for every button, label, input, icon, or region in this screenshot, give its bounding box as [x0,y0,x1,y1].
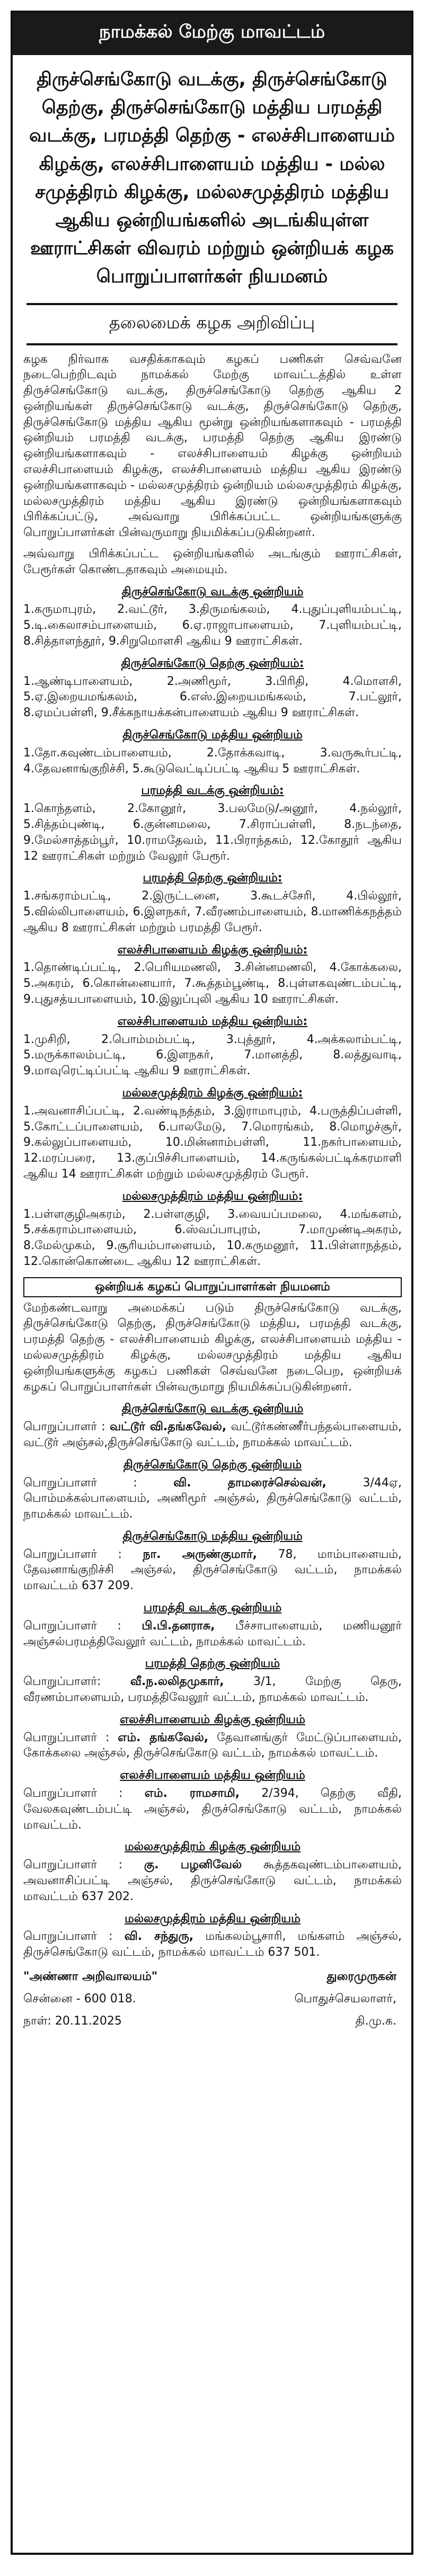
panchayat-text: 1.முசிறி, 2.பொம்மம்பட்டி, 3.புத்தூர், 4.அக்கலாம்பட்டி, 5.மருக்காலம்பட்டி, 6.இளநகர், 7.மானத்தி, 8.லத்துவாடி, 9.மாவுரெட்டிப்பட்டி ஆகிய 9 ஊராட்சிகள். [23,1032,402,1078]
union-heading: திருச்செங்கோடு வடக்கு ஒன்றியம் [121,585,304,599]
union-heading: எலச்சிபாளையம் மத்திய ஒன்றியம்: [117,1014,308,1028]
notice-subtitle: தலைமைக் கழக அறிவிப்பு [26,305,398,345]
district-banner: நாமக்கல் மேற்கு மாவட்டம் [13,13,411,55]
party-name: தி.மு.க. [355,2014,396,2028]
union-heading: மல்லசமுத்திரம் மத்திய ஒன்றியம்: [122,1189,303,1203]
notice-page [11,11,413,2555]
appointment-entry: பொறுப்பாளர் : வட்டூர் வி.தங்கவேல், வட்டூர்கண்ணீர்பந்தல்பாளையம், வட்டூர் அஞ்சல்,திருச்செங்கோடு வட்டம், நாமக்கல் மாவட்டம். [23,1420,402,1449]
union-heading: பரமத்தி தெற்கு ஒன்றியம்: [143,871,282,885]
appointment-entry: பொறுப்பாளர் : வி. தாமரைச்செல்வன், 3/44ஏ, பொம்மக்கல்பாளையம், அணிமூர் அஞ்சல், திருச்செங்கோடு வட்டம், நாமக்கல் மாவட்டம். [23,1476,402,1521]
notice-body [13,350,411,2029]
appointment-entry: பொறுப்பாளர் : எம். தங்கவேல், தேவானங்குர் மேட்டுப்பாளையம், கோக்கலை அஞ்சல், திருச்செங்கோடு வட்டம், நாமக்கல் மாவட்டம். [23,1731,402,1760]
union-heading: மல்லசமுத்திரம் கிழக்கு ஒன்றியம்: [122,1086,303,1100]
appointments-intro: மேற்கண்டவாறு அமைக்கப் படும் திருச்செங்கோடு வடக்கு, திருச்செங்கோடு தெற்கு, திருச்செங்கோடு மத்திய, பரமத்தி வடக்கு, பரமத்தி தெற்கு - எலச்சிபாளையம் கிழக்கு, எலச்சிபாளையம் மத்திய - மல்லசமுத்திரம் கிழக்கு, மல்லசமுத்திரம் மத்திய ஆகிய ஒன்றியங்களுக்கு கழகப் பணிகள் செவ்வனே நடைபெற, ஒன்றியக் கழகப் பொறுப்பாளர்கள் பின்வருமாறு நியமிக்கப்படுகின்றனர். [23,1301,402,1394]
signatory-designation: பொதுச்செயலாளர், [294,1992,396,2005]
union-heading: திருச்செங்கோடு மத்திய ஒன்றியம் [122,728,303,742]
appointment-entry: பொறுப்பாளர் : கு. பழனிவேல் கூத்தகவுண்டம்பாளையம், அவனாசிப்பட்டி அஞ்சல், திருச்செங்கோடு வட்டம், நாமக்கல் மாவட்டம் 637 202. [23,1858,402,1903]
panchayat-text: 1.கொந்தளம், 2.கோனூர், 3.பலமேடு/அனூர், 4.நல்லூர், 5.சித்தம்புண்டி, 6.குன்னமலை, 7.சிராப்பள்ளி, 8.நடந்தை, 9.மேல்சாத்தம்பூர், 10.ராமதேவம், 11.பிராந்தகம், 12.கோதூர் ஆகிய 12 ஊராட்சிகள் மற்றும் வேலூர் பேரூர். [23,802,402,863]
appointments-heading: ஒன்றியக் கழகப் பொறுப்பாளர்கள் நியமனம் [23,1277,402,1297]
panchayat-text: 1.கருமாபுரம், 2.வட்டூர், 3.திருமங்கலம், 4.புதுப்புளியம்பட்டி, 5.டி.கைலாசம்பாளையம், 6.ஏ.ராஜாபாளையம், 7.புளியம்பட்டி, 8.சித்தாளந்தூர், 9.சிறுமொளசி ஆகிய 9 ஊராட்சிகள். [23,603,402,648]
panchayat-list [23,584,402,1270]
appointment-entry: பொறுப்பாளர் : எம். ராமசாமி, 2/394, தெற்கு வீதி, வேலகவுண்டம்பட்டி அஞ்சல், திருச்செங்கோடு வட்டம், நாமக்கல் மாவட்டம். [23,1787,402,1832]
union-heading: மல்லசமுத்திரம் மத்திய ஒன்றியம் [125,1912,301,1926]
panchayat-text: 1.ஆண்டிபாளையம், 2.அணிமூர், 3.பிரிதி, 4.மொளசி, 5.ஏ.இறையமங்கலம், 6.எஸ்.இறையமங்கலம், 7.பட்லூர், 8.ஏமப்பள்ளி, 9.சீக்கநாயக்கன்பாளையம் ஆகிய 9 ஊராட்சிகள். [23,674,402,720]
signature-block [23,1969,402,2029]
panchayat-text: 1.தோ.கவுண்டம்பாளையம், 2.தோக்கவாடி, 3.வருகூர்பட்டி, 4.தேவனாங்குறிச்சி, 5.கூடுவெட்டிப்பட்டி ஆகிய 5 ஊராட்சிகள். [23,746,402,776]
appointment-list [23,1401,402,1960]
appointment-entry: பொறுப்பாளர்: வீ.ந.லலிதமுகார், 3/1, மேற்கு தெரு, வீரணம்பாளையம், பரமத்திவேலூர் வட்டம், நாமக்கல் மாவட்டம். [23,1675,402,1705]
union-heading: பரமத்தி வடக்கு ஒன்றியம்: [141,784,284,798]
union-heading: பரமத்தி வடக்கு ஒன்றியம் [143,1601,282,1615]
appointment-entry: பொறுப்பாளர் : நா. அருண்குமார், 78, மாம்பாளையம், தேவனாங்குறிச்சி அஞ்சல், திருச்செங்கோடு வட்டம், நாமக்கல் மாவட்டம் 637 209. [23,1547,402,1593]
notice-date: நாள்: 20.11.2025 [23,2014,122,2028]
union-heading: திருச்செங்கோடு தெற்கு ஒன்றியம் [123,1458,302,1472]
intro-paragraph: கழக நிர்வாக வசதிக்காகவும் கழகப் பணிகள் செவ்வனே நடைபெற்றிடவும் நாமக்கல் மேற்கு மாவட்டத்தில் உள்ள திருச்செங்கோடு வடக்கு, திருச்செங்கோடு தெற்கு ஆகிய 2 ஒன்றியங்கள் திருச்செங்கோடு வடக்கு, திருச்செங்கோடு தெற்கு, திருச்செங்கோடு மத்திய ஆகிய மூன்று ஒன்றியங்களாகவும் - பரமத்தி ஒன்றியம் பரமத்தி வடக்கு, பரமத்தி தெற்கு ஆகிய இரண்டு ஒன்றியங்களாகவும் - எலச்சிபாளையம் கிழக்கு ஒன்றியம் எலச்சிபாளையம் கிழக்கு, எலச்சிபாளையம் மத்திய ஆகிய இரண்டு ஒன்றியங்களாகவும் - மல்லசமுத்திரம் ஒன்றியம் மல்லசமுத்திரம் கிழக்கு, மல்லசமுத்திரம் மத்திய ஆகிய இரண்டு ஒன்றியங்களாகவும் பிரிக்கப்பட்டு, அவ்வாறு பிரிக்கப்பட்ட ஒன்றியங்களுக்கு பொறுப்பாளர்கள் பின்வருமாறு நியமிக்கப்படுகின்றனர். [23,352,402,540]
appointment-entry: பொறுப்பாளர் : பி.பி.தனராசு, பீச்சாபாளையம், மணியனூர் அஞ்சல்பரமத்திவேலூர் வட்டம், நாமக்கல் மாவட்டம். [23,1619,402,1648]
signatory-name: துரைமுருகன் [326,1970,396,1984]
union-heading: எலச்சிபாளையம் கிழக்கு ஒன்றியம் [120,1713,305,1726]
union-heading: திருச்செங்கோடு வடக்கு ஒன்றியம் [121,1402,304,1416]
union-heading: எலச்சிபாளையம் கிழக்கு ஒன்றியம்: [117,943,308,957]
union-heading: பரமத்தி தெற்கு ஒன்றியம் [145,1657,280,1671]
panchayat-text: 1.பள்ளகுழிஅகரம், 2.பள்ளகுழி, 3.வையப்பமலை, 4.மங்களம், 5.சக்கராம்பாளையம், 6.ஸ்வப்பாபுரம், 7.மாமுண்டிஅகரம், 8.மேல்முகம், 9.சூரியம்பாளையம், 10.கருமனூர், 11.பிள்ளாநத்தம், 12.கொன்கொண்டை ஆகிய 12 ஊராட்சிகள். [23,1207,402,1268]
intro-paragraph-2: அவ்வாறு பிரிக்கப்பட்ட ஒன்றியங்களில் அடங்கும் ஊராட்சிகள், பேரூர்கள் கொண்டதாகவும் அமையும். [23,547,402,576]
union-heading: திருச்செங்கோடு தெற்கு ஒன்றியம்: [121,656,304,670]
office-name: "அண்ணா அறிவாலயம்" [23,1970,158,1984]
notice-headline: திருச்செங்கோடு வடக்கு, திருச்செங்கோடு தெற்கு, திருச்செங்கோடு மத்திய பரமத்தி வடக்கு, பரமத்தி தெற்கு - எலச்சிபாளையம் கிழக்கு, எலச்சிபாளையம் மத்திய - மல்ல சமுத்திரம் கிழக்கு, மல்லசமுத்திரம் மத்திய ஆகிய ஒன்றியங்களில் அடங்கியுள்ள ஊராட்சிகள் விவரம் மற்றும் ஒன்றியக் கழக பொறுப்பாளர்கள் நியமனம் [29,69,395,288]
office-place: சென்னை - 600 018. [23,1992,136,2005]
union-heading: எலச்சிபாளையம் மத்திய ஒன்றியம் [120,1769,305,1782]
panchayat-text: 1.சங்கராம்பட்டி, 2.இருட்டனை, 3.கூடச்சேரி, 4.பில்லூர், 5.வில்லிபாளையம், 6.இளநகர், 7.வீரணம்பாளையம், 8.மாணிக்கநத்தம் ஆகிய 8 ஊராட்சிகள் மற்றும் பரமத்தி பேரூர். [23,889,402,934]
panchayat-text: 1.அவனாசிப்பட்டி, 2.வண்டிநத்தம், 3.இராமாபுரம், 4.பருத்திப்பள்ளி, 5.கோட்டப்பாளையம், 6.பாலமேடு, 7.மொரங்கம், 8.மொழச்சூர், 9.கல்லுப்பாளையம், 10.மின்னாம்பள்ளி, 11.நகர்பாளையம், 12.மரப்பரை, 13.குப்பிச்சிபாளையம், 14.கருங்கல்பட்டிக்கரமாளி ஆகிய 14 ஊராட்சிகள் மற்றும் மல்லசமுத்திரம் பேரூர். [23,1104,402,1181]
appointment-entry: பொறுப்பாளர் : வி. சந்துரு, மங்கலம்பூசாரி, மங்களம் அஞ்சல், திருச்செங்கோடு வட்டம், நாமக்கல் மாவட்டம் 637 501. [23,1930,402,1959]
panchayat-text: 1.தொண்டிப்பட்டி, 2.பெரியமணலி, 3.சின்னமணலி, 4.கோக்கலை, 5.அகரம், 6.கொன்னையார், 7.கூத்தம்பூண்டி, 8.புள்ளகவுண்டம்பட்டி, 9.புதுசத்யபாளையம், 10.இலுப்புலி ஆகிய 10 ஊராட்சிகள். [23,961,402,1006]
union-heading: திருச்செங்கோடு மத்திய ஒன்றியம் [122,1529,303,1543]
union-heading: மல்லசமுத்திரம் கிழக்கு ஒன்றியம் [124,1840,301,1854]
